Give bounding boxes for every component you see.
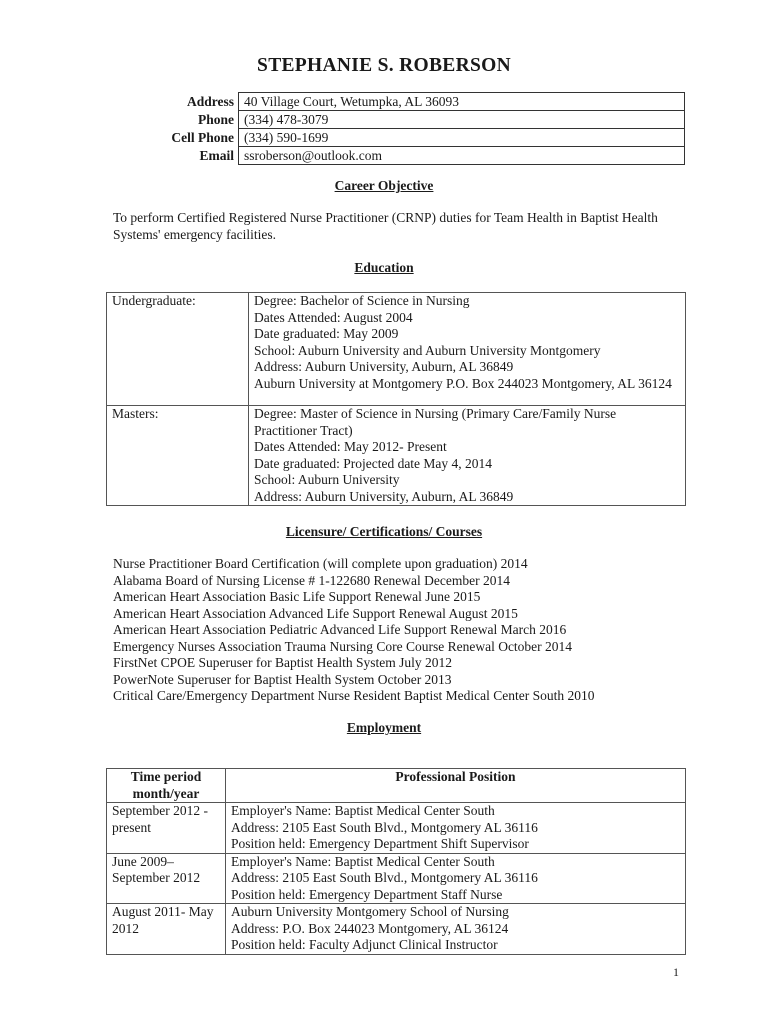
employment-row bbox=[107, 803, 686, 854]
education-line: Dates Attended: August 2004 bbox=[254, 309, 413, 325]
education-line: School: Auburn University bbox=[254, 472, 400, 487]
education-line: Auburn University at Montgomery P.O. Box 244023 Montgomery, AL 36124 bbox=[254, 375, 672, 391]
employment-line: Employer's Name: Baptist Medical Center South bbox=[231, 853, 495, 869]
page-number: 1 bbox=[673, 965, 679, 979]
licensure-heading: Licensure/ Certifications/ Courses bbox=[285, 524, 483, 539]
employment-details bbox=[226, 803, 686, 854]
contact-value: (334) 478-3079 bbox=[239, 111, 685, 129]
education-line: Degree: Master of Science in Nursing (Primary Care/Family Nurse Practitioner Tract) bbox=[254, 406, 617, 438]
licensure-item: Critical Care/Emergency Department Nurse Resident Baptist Medical Center South 2010 bbox=[113, 688, 595, 703]
licensure-item: Emergency Nurses Association Trauma Nursing Core Course Renewal October 2014 bbox=[113, 638, 573, 654]
employment-period: June 2009– September 2012 bbox=[107, 853, 226, 904]
contact-label: Address bbox=[186, 93, 234, 109]
contact-row-email bbox=[150, 147, 685, 165]
contact-value: 40 Village Court, Wetumpka, AL 36093 bbox=[239, 93, 685, 111]
employment-details bbox=[226, 853, 686, 904]
licensure-list bbox=[113, 556, 595, 705]
employment-line: Position held: Faculty Adjunct Clinical Instructor bbox=[231, 937, 498, 952]
employment-row bbox=[107, 904, 686, 955]
employment-line: Position held: Emergency Department Shift Supervisor bbox=[231, 836, 529, 851]
employment-line: Address: 2105 East South Blvd., Montgomery AL 36116 bbox=[231, 819, 538, 835]
contact-table bbox=[150, 92, 685, 165]
licensure-item: American Heart Association Pediatric Advanced Life Support Renewal March 2016 bbox=[113, 622, 567, 637]
career-objective-text: To perform Certified Registered Nurse Practitioner (CRNP) duties for Team Health in Baptist Health Systems' emergency facilities. bbox=[113, 210, 658, 242]
education-details bbox=[249, 293, 686, 406]
education-details bbox=[249, 406, 686, 506]
employment-line: Position held: Emergency Department Staff Nurse bbox=[231, 886, 503, 902]
employment-line: Employer's Name: Baptist Medical Center South bbox=[231, 803, 495, 818]
employment-period: August 2011- May 2012 bbox=[107, 904, 226, 955]
employment-details bbox=[226, 904, 686, 955]
education-line: School: Auburn University and Auburn University Montgomery bbox=[254, 342, 601, 358]
licensure-item: Alabama Board of Nursing License # 1-122680 Renewal December 2014 bbox=[113, 572, 511, 588]
contact-row-phone bbox=[150, 111, 685, 129]
contact-label: Phone bbox=[197, 111, 234, 127]
candidate-name: STEPHANIE S. ROBERSON bbox=[257, 55, 511, 76]
education-line: Degree: Bachelor of Science in Nursing bbox=[254, 293, 470, 308]
employment-row bbox=[107, 853, 686, 904]
education-line: Date graduated: Projected date May 4, 2014 bbox=[254, 455, 493, 471]
licensure-item: PowerNote Superuser for Baptist Health System October 2013 bbox=[113, 671, 452, 687]
contact-label: Email bbox=[199, 147, 234, 163]
employment-table bbox=[106, 768, 686, 955]
licensure-item: American Heart Association Basic Life Support Renewal June 2015 bbox=[113, 589, 481, 604]
licensure-item: American Heart Association Advanced Life Support Renewal August 2015 bbox=[113, 605, 518, 621]
education-level: Masters: bbox=[107, 406, 249, 506]
column-header-time-period: Time period month/year bbox=[107, 769, 226, 803]
education-row-undergraduate bbox=[107, 293, 686, 406]
education-table bbox=[106, 292, 686, 506]
education-line: Address: Auburn University, Auburn, AL 36849 bbox=[254, 488, 514, 504]
employment-line: Address: 2105 East South Blvd., Montgomery AL 36116 bbox=[231, 870, 538, 885]
employment-line: Auburn University Montgomery School of Nursing bbox=[231, 904, 509, 919]
employment-period: September 2012 - present bbox=[107, 803, 226, 854]
licensure-item: Nurse Practitioner Board Certification (will complete upon graduation) 2014 bbox=[113, 556, 528, 571]
contact-value: (334) 590-1699 bbox=[239, 129, 685, 147]
education-row-masters bbox=[107, 406, 686, 506]
licensure-item: FirstNet CPOE Superuser for Baptist Health System July 2012 bbox=[113, 655, 452, 670]
employment-heading: Employment bbox=[346, 720, 422, 735]
contact-value: ssroberson@outlook.com bbox=[239, 147, 685, 165]
career-objective-heading: Career Objective bbox=[334, 178, 434, 193]
education-line: Dates Attended: May 2012- Present bbox=[254, 439, 447, 454]
education-line: Date graduated: May 2009 bbox=[254, 326, 399, 341]
education-heading: Education bbox=[354, 260, 414, 275]
column-header-professional-position: Professional Position bbox=[226, 769, 686, 803]
education-line: Address: Auburn University, Auburn, AL 36849 bbox=[254, 359, 514, 374]
employment-line: Address: P.O. Box 244023 Montgomery, AL 36124 bbox=[231, 920, 509, 936]
education-level: Undergraduate: bbox=[107, 293, 249, 406]
contact-row-address bbox=[150, 93, 685, 111]
contact-label: Cell Phone bbox=[171, 129, 234, 145]
employment-header-row bbox=[107, 769, 686, 803]
contact-row-cell-phone bbox=[150, 129, 685, 147]
